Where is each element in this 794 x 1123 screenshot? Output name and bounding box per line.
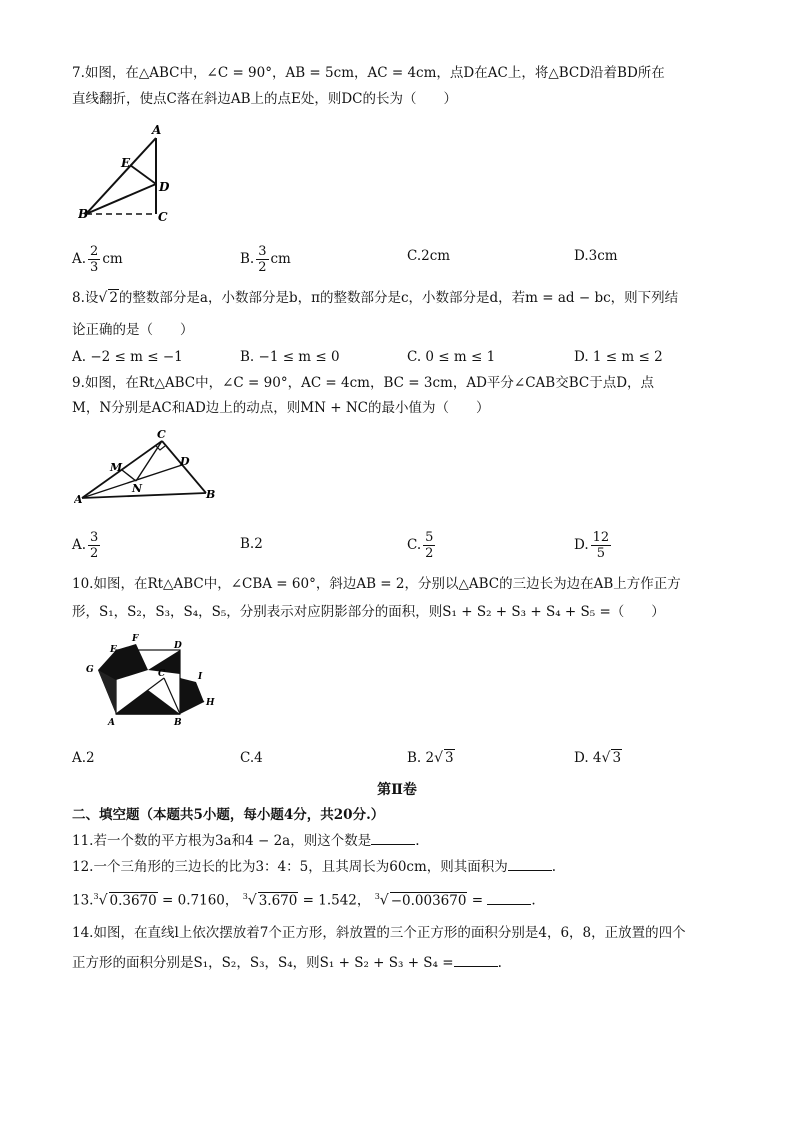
q10-label-g: G bbox=[86, 665, 94, 675]
q7-label-e: E bbox=[121, 156, 131, 170]
q10-option-a: A.2 bbox=[72, 750, 95, 766]
q14-line2: 正方形的面积分别是S₁，S₂，S₃，S₄，则S₁ + S₂ + S₃ + S₄ = . bbox=[72, 955, 502, 971]
q8-option-d: D. 1 ≤ m ≤ 2 bbox=[574, 349, 663, 365]
q10-label-e: E bbox=[110, 645, 117, 655]
q9-label-a: A bbox=[74, 493, 83, 504]
part2-title: 第Ⅱ卷 bbox=[377, 782, 417, 798]
q9-option-c: C. $\frac{5}{2}$ bbox=[407, 530, 434, 561]
q10-label-c: C bbox=[158, 669, 166, 679]
q10-label-f: F bbox=[132, 634, 139, 644]
q7-label-c: C bbox=[158, 210, 168, 224]
q8-line2: 论正确的是（ ） bbox=[72, 322, 194, 338]
q7-label-b: B bbox=[78, 207, 89, 221]
q13-answer-blank[interactable] bbox=[487, 891, 531, 905]
q9-label-c: C bbox=[157, 428, 166, 441]
q7-label-d: D bbox=[159, 180, 170, 194]
q9-label-d: D bbox=[180, 455, 190, 468]
q9-option-b: B.2 bbox=[240, 536, 263, 552]
q13-line: 13.$^3$√ 0.3670 = 0.7160， $^3$√ 3.670 = 1.542， $^3$√ −0.003670 = . bbox=[72, 892, 536, 909]
q8-option-b: B. −1 ≤ m ≤ 0 bbox=[240, 349, 340, 365]
q11-line: 11.若一个数的平方根为3a和4 − 2a，则这个数是 . bbox=[72, 833, 420, 849]
q14-line1: 14.如图，在直线l上依次摆放着7个正方形，斜放置的三个正方形的面积分别是4，6，8，正放置的四个 bbox=[72, 925, 686, 941]
q9-label-m: M bbox=[110, 461, 123, 474]
q8-option-c: C. 0 ≤ m ≤ 1 bbox=[407, 349, 496, 365]
q8-option-a: A. −2 ≤ m ≤ −1 bbox=[72, 349, 183, 365]
q9-line2: M，N分别是AC和AD边上的动点，则MN + NC的最小值为（ ） bbox=[72, 400, 490, 416]
q10-label-a: A bbox=[108, 718, 115, 728]
q7-label-a: A bbox=[152, 123, 162, 137]
q7-option-a: A. $\frac{2}{3}$ cm bbox=[72, 244, 123, 275]
q7-line1: 7.如图，在△ABC中，∠C = 90°，AB = 5cm，AC = 4cm，点D在AC上，将△BCD沿着BD所在 bbox=[72, 65, 665, 81]
q12-line: 12.一个三角形的三边长的比为3：4：5，且其周长为60cm，则其面积为 . bbox=[72, 859, 557, 875]
q10-line2: 形，S₁，S₂，S₃，S₄，S₅，分别表示对应阴影部分的面积，则S₁ + S₂ + S₃ + S₄ + S₅ =（ ） bbox=[72, 604, 665, 620]
q9-line1: 9.如图，在Rt△ABC中，∠C = 90°，AC = 4cm，BC = 3cm，AD平分∠CAB交BC于点D，点 bbox=[72, 375, 655, 391]
q10-option-c: B. 2√ 3 bbox=[407, 750, 454, 766]
q9-option-a: A. $\frac{3}{2}$ bbox=[72, 530, 99, 561]
q14-answer-blank[interactable] bbox=[454, 953, 498, 967]
q9-option-d: D. $\frac{12}{5}$ bbox=[574, 530, 610, 561]
q8-line1: 8.设√ 2的整数部分是a，小数部分是b，π的整数部分是c，小数部分是d，若m = ad − bc，则下列结 bbox=[72, 290, 679, 306]
section2-heading: 二、填空题（本题共5小题，每小题4分，共20分.） bbox=[72, 807, 385, 823]
q10-figure bbox=[76, 630, 220, 732]
q10-line1: 10.如图，在Rt△ABC中，∠CBA = 60°，斜边AB = 2，分别以△ABC的三边长为边在AB上方作正方 bbox=[72, 576, 681, 592]
q9-figure bbox=[74, 428, 220, 504]
q11-answer-blank[interactable] bbox=[371, 831, 415, 845]
q7-line2: 直线翻折，使点C落在斜边AB上的点E处，则DC的长为（ ） bbox=[72, 91, 458, 107]
q10-label-b: B bbox=[174, 718, 182, 728]
q10-label-i: I bbox=[198, 672, 203, 682]
q7-figure bbox=[78, 120, 178, 230]
q10-option-b: C.4 bbox=[240, 750, 263, 766]
q10-option-d: D. 4√ 3 bbox=[574, 750, 622, 766]
q10-label-h: H bbox=[206, 698, 215, 708]
q9-label-b: B bbox=[206, 488, 216, 501]
q7-option-c: C.2cm bbox=[407, 248, 451, 264]
q7-option-b: B. $\frac{3}{2}$ cm bbox=[240, 244, 291, 275]
q9-label-n: N bbox=[132, 482, 143, 495]
q10-label-d: D bbox=[174, 641, 182, 651]
q7-option-d: D.3cm bbox=[574, 248, 618, 264]
q12-answer-blank[interactable] bbox=[508, 857, 552, 871]
